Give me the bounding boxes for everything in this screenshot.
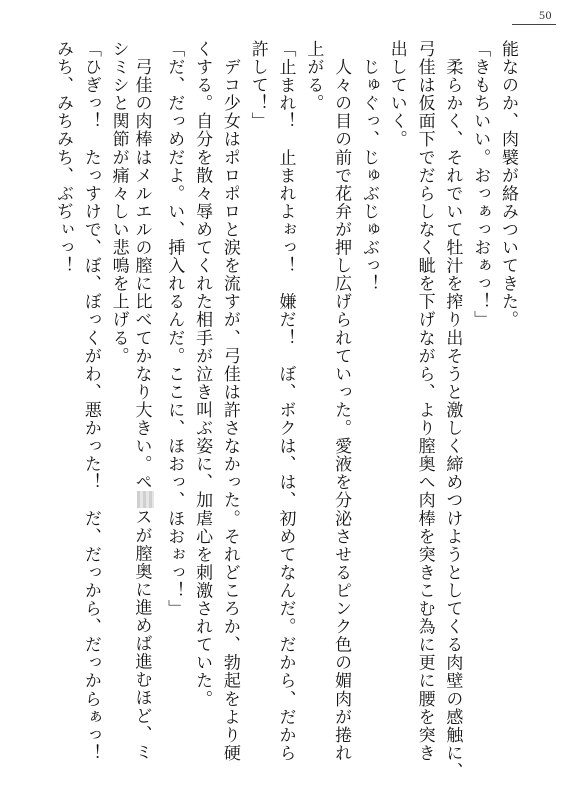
text-column-12: くする。自分を散々辱めてくれた相手が泣き叫ぶ姿に、加虐心を刺激されていた。 (192, 40, 213, 708)
censor-mosaic (137, 491, 154, 508)
text-column-11: デコ少女はポロポロと涙を流すが、弓佳は許さなかった。それどころか、勃起をより硬 (219, 40, 240, 762)
text-column-8: 上がる。 (303, 40, 324, 113)
text-column-2: 「きもちいい。おっぁっおぁっ！」 (470, 40, 491, 329)
text-column-14-part-b: スが膣奥に進めば進むほど、ミ (131, 508, 152, 761)
page-number: 50 (539, 8, 552, 22)
text-column-10: 許して！」 (247, 40, 268, 131)
header-rule (512, 24, 556, 25)
text-column-14 (131, 40, 154, 780)
vertical-text-body (54, 40, 516, 780)
text-column-15: シミシと関節が痛々しい悲鳴を上げる。 (108, 40, 129, 365)
text-column-14-part-a: 弓佳の肉棒はメルエルの膣に比べてかなり大きい。ペ (131, 40, 152, 492)
text-column-1: 能なのか、肉襞が絡みついてきた。 (498, 40, 518, 329)
text-column-3: 柔らかく、それでいて牡汁を搾り出そうと激しく締めつけようとしてくる肉壁の感触に、 (442, 40, 463, 781)
text-column-6: じゅぐっ、じゅぶじゅぶっ！ (358, 40, 379, 293)
text-column-13: 「だ、だっめだよ。い、挿入れるんだ。ここに、ほおっ、ほおぉっ！」 (164, 40, 185, 618)
text-column-4: 弓佳は仮面下でだらしなく眦を下げながら、より膣奥へ肉棒を突きこむ為に更に腰を突き (414, 40, 435, 762)
text-column-9: 「止まれ！ 止まれよぉっ！ 嫌だ！ ぼ、ボクは、は、初めてなんだ。だから、だから (275, 40, 296, 762)
text-column-7: 人々の目の前で花弁が押し広げられていった。愛液を分泌させるピンク色の媚肉が捲れ (331, 40, 352, 762)
text-column-5: 出していく。 (386, 40, 407, 149)
text-column-16: 「ひぎっ！ たっすけで、ぼ、ぼっくがわ、悪かった！ だ、だっから、だっからぁっ！ (80, 40, 101, 762)
text-column-17: みち、みちみち、ぶぢぃっ！ (53, 40, 73, 275)
